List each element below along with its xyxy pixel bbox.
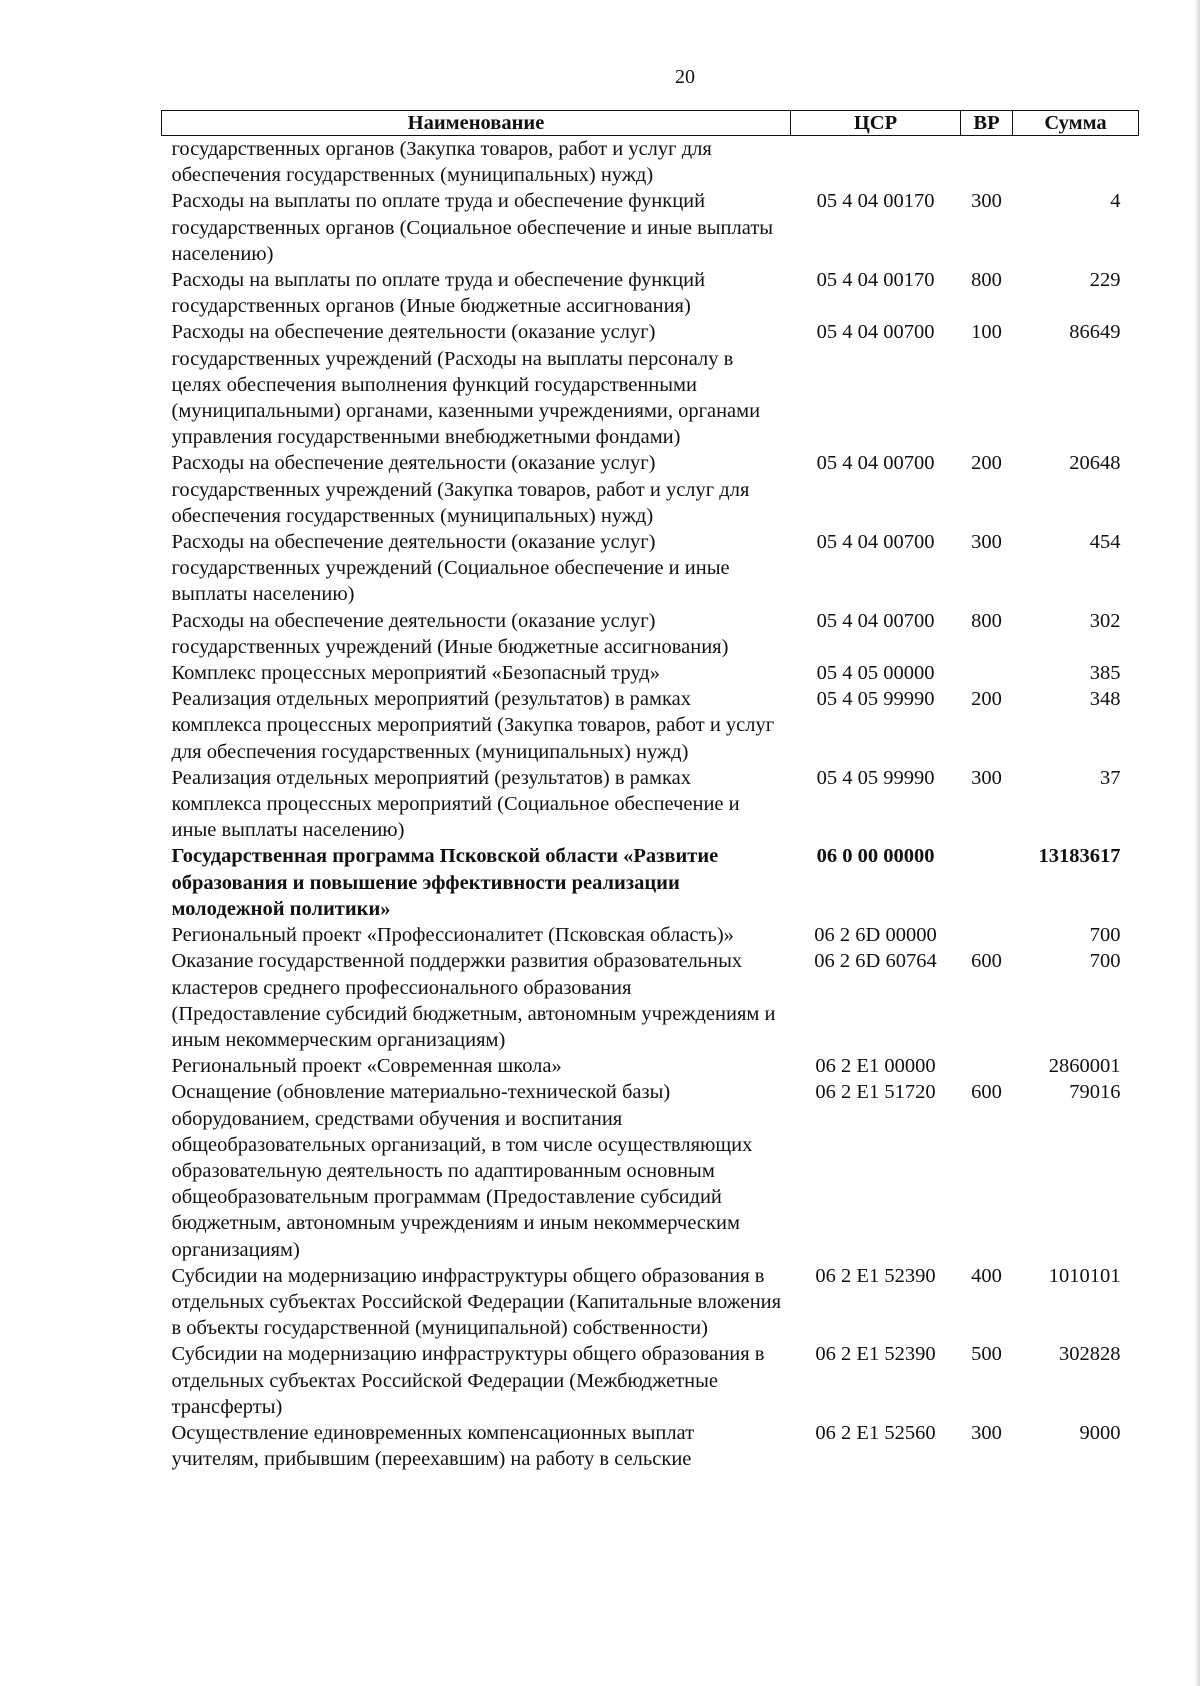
row-csr-cell: 06 2 E1 51720	[815, 1081, 936, 1104]
row-vr-cell	[961, 1053, 1013, 1079]
row-sum-cell: 20648	[1069, 452, 1121, 475]
row-vr-cell: 400	[971, 1264, 1002, 1287]
row-sum-cell: 2860001	[1048, 1055, 1121, 1078]
row-vr-cell: 100	[971, 321, 1002, 344]
row-vr-cell: 300	[971, 190, 1002, 213]
row-vr-cell: 800	[971, 609, 1002, 632]
page-number: 20	[675, 66, 695, 88]
row-csr-cell: 05 4 04 00170	[816, 269, 935, 292]
row-name-cell: Региональный проект «Профессионалитет (Псковская область)»	[171, 924, 734, 947]
table-row	[162, 948, 1139, 1053]
row-sum-cell: 9000	[1079, 1421, 1121, 1444]
header-name: Наименование	[162, 111, 791, 136]
row-name-cell: Расходы на обеспечение деятельности (оказание услуг) государственных учреждений (Социальное обеспечение и иные выплаты населению)	[171, 531, 730, 606]
budget-table	[161, 110, 1139, 1472]
row-sum-cell: 13183617	[1038, 845, 1121, 868]
row-sum-cell: 4	[1110, 190, 1121, 213]
table-row	[162, 1263, 1139, 1342]
table-row	[162, 267, 1139, 319]
table-header	[162, 111, 1139, 136]
table-row	[162, 608, 1139, 660]
row-csr-cell: 05 4 04 00170	[816, 190, 935, 213]
row-name-cell: Расходы на выплаты по оплате труда и обеспечение функций государственных органов (Иные бюджетные ассигнования)	[171, 269, 706, 318]
row-csr-cell: 05 4 04 00700	[816, 452, 935, 475]
row-csr-cell: 05 4 04 00700	[816, 531, 935, 554]
row-sum-cell	[1013, 136, 1139, 189]
row-name-cell: Реализация отдельных мероприятий (результатов) в рамках комплекса процессных мероприятий (Социальное обеспечение и иные выплаты населению)	[171, 766, 740, 842]
row-name-cell: Субсидии на модернизацию инфраструктуры общего образования в отдельных субъектах Российской Федерации (Межбюджетные трансферты)	[171, 1343, 765, 1418]
table-row	[162, 319, 1139, 450]
row-sum-cell: 348	[1089, 688, 1121, 711]
row-csr-cell: 06 2 E1 52390	[815, 1343, 936, 1366]
table-row	[162, 843, 1139, 922]
row-sum-cell: 700	[1089, 924, 1121, 947]
row-csr-cell: 05 4 04 00700	[816, 609, 935, 632]
row-vr-cell: 300	[971, 1421, 1002, 1444]
table-row	[162, 529, 1139, 608]
row-name-cell: Оказание государственной поддержки развития образовательных кластеров среднего профессионального образования (Предоставление субсидий бюджетным, автономным учреждениям и иным некоммерческим организациям)	[171, 950, 776, 1051]
row-csr-cell: 06 0 00 00000	[816, 845, 935, 868]
table-row	[162, 1341, 1139, 1420]
row-vr-cell: 300	[971, 531, 1002, 554]
header-sum: Сумма	[1013, 111, 1139, 136]
row-vr-cell: 300	[971, 766, 1002, 789]
header-vr: ВР	[961, 111, 1013, 136]
row-vr-cell: 800	[971, 269, 1002, 292]
row-sum-cell: 302	[1089, 609, 1121, 632]
table-row	[162, 1420, 1139, 1472]
row-vr-cell: 600	[971, 1081, 1002, 1104]
row-csr-cell: 06 2 E1 00000	[815, 1055, 936, 1078]
row-csr-cell: 06 2 E1 52390	[815, 1264, 936, 1287]
row-name-cell: Реализация отдельных мероприятий (результатов) в рамках комплекса процессных мероприятий (Закупка товаров, работ и услуг для обеспечения государственных (муниципальных) нужд)	[171, 688, 775, 763]
header-csr: ЦСР	[791, 111, 961, 136]
table-row	[162, 922, 1139, 948]
row-vr-cell: 600	[971, 950, 1002, 973]
table-row	[162, 686, 1139, 765]
row-csr-cell: 06 2 6D 60764	[814, 950, 937, 973]
row-name-cell: Расходы на обеспечение деятельности (оказание услуг) государственных учреждений (Иные бюджетные ассигнования)	[171, 609, 729, 658]
row-sum-cell: 302828	[1059, 1343, 1121, 1366]
row-csr-cell	[791, 136, 961, 189]
table-row	[162, 136, 1139, 189]
table-row	[162, 660, 1139, 686]
row-csr-cell: 05 4 05 99990	[816, 688, 935, 711]
row-vr-cell	[961, 843, 1013, 922]
row-vr-cell	[961, 660, 1013, 686]
row-csr-cell: 05 4 05 00000	[816, 662, 935, 685]
row-vr-cell: 200	[971, 452, 1002, 475]
row-name-cell: Осуществление единовременных компенсационных выплат учителям, прибывшим (переехавшим) на работу в сельские	[171, 1421, 695, 1471]
row-name-cell: Государственная программа Псковской области «Развитие образования и повышение эффективности реализации молодежной политики»	[171, 845, 719, 920]
header-row	[162, 111, 1139, 136]
row-sum-cell: 37	[1100, 766, 1121, 789]
table-row	[162, 188, 1139, 267]
row-sum-cell: 229	[1089, 269, 1121, 292]
row-sum-cell: 454	[1089, 531, 1121, 554]
row-sum-cell: 700	[1089, 950, 1121, 973]
scan-edge	[1194, 0, 1200, 1686]
row-name-cell: государственных органов (Закупка товаров, работ и услуг для обеспечения государственных (муниципальных) нужд)	[171, 138, 712, 187]
row-csr-cell: 05 4 05 99990	[816, 766, 935, 789]
row-vr-cell: 500	[971, 1343, 1002, 1366]
row-name-cell: Расходы на обеспечение деятельности (оказание услуг) государственных учреждений (Расходы на выплаты персоналу в целях обеспечения выполнения функций государственными (муниципальными) органами, казенными учреждениями, органами управления государственными внебюджетными фондами)	[171, 321, 761, 449]
row-name-cell: Комплекс процессных мероприятий «Безопасный труд»	[171, 662, 660, 685]
row-csr-cell: 05 4 04 00700	[816, 321, 935, 344]
row-name-cell: Расходы на обеспечение деятельности (оказание услуг) государственных учреждений (Закупка товаров, работ и услуг для обеспечения государственных (муниципальных) нужд)	[171, 452, 750, 527]
row-name-cell: Субсидии на модернизацию инфраструктуры общего образования в отдельных субъектах Российской Федерации (Капитальные вложения в объекты государственной (муниципальной) собственности)	[171, 1264, 782, 1340]
row-csr-cell: 06 2 E1 52560	[815, 1421, 936, 1444]
row-vr-cell: 200	[971, 688, 1002, 711]
table-row	[162, 450, 1139, 529]
row-sum-cell: 86649	[1069, 321, 1121, 344]
row-vr-cell	[961, 922, 1013, 948]
row-sum-cell: 1010101	[1048, 1264, 1121, 1287]
table-row	[162, 1053, 1139, 1079]
table-row	[162, 765, 1139, 844]
row-name-cell: Оснащение (обновление материально-технической базы) оборудованием, средствами обучения и воспитания общеобразовательных организаций, в том числе осуществляющих образовательную деятельность по адаптированным основным общеобразовательным программам (Предоставление субсидий бюджетным, автономным учреждениям и иным некоммерческим организациям)	[171, 1081, 753, 1261]
row-name-cell: Региональный проект «Современная школа»	[171, 1055, 562, 1078]
row-sum-cell: 385	[1089, 662, 1121, 685]
table-body	[162, 136, 1139, 1473]
row-sum-cell: 79016	[1069, 1081, 1121, 1104]
row-name-cell: Расходы на выплаты по оплате труда и обеспечение функций государственных органов (Социальное обеспечение и иные выплаты населению)	[171, 190, 774, 265]
row-vr-cell	[961, 136, 1013, 189]
table-row	[162, 1079, 1139, 1262]
row-csr-cell: 06 2 6D 00000	[814, 924, 937, 947]
